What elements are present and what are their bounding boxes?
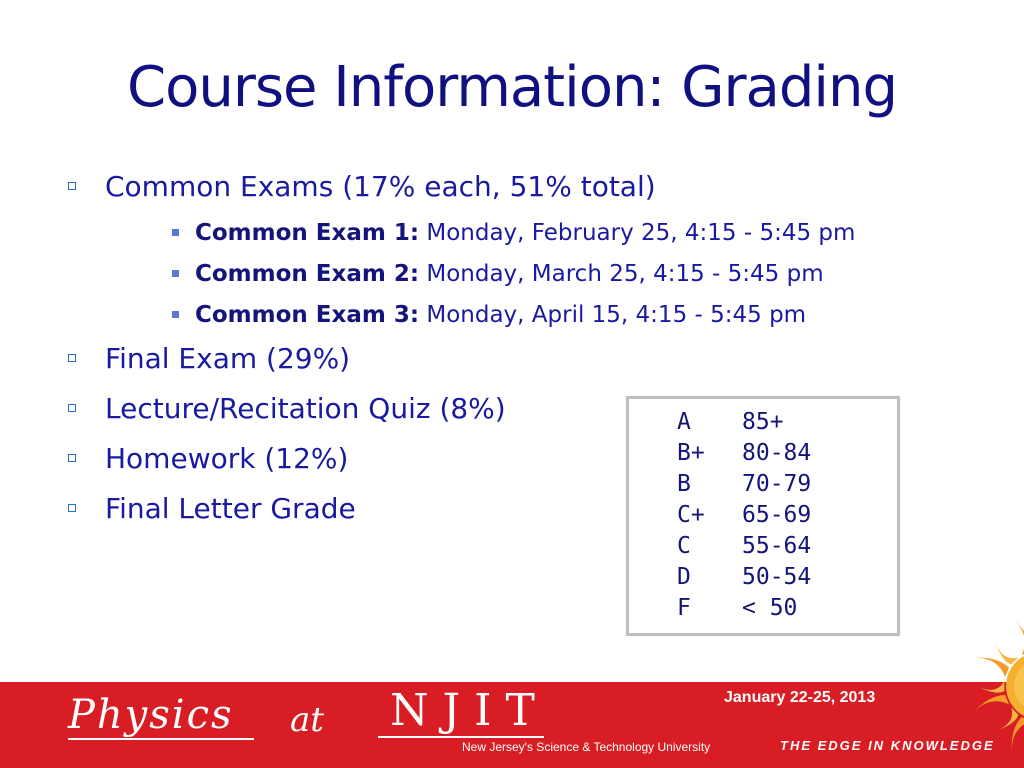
- sun-ray: [995, 641, 1019, 665]
- sun-ray: [972, 658, 1009, 677]
- date-text: January 22-25, 2013: [724, 689, 876, 706]
- square-bullet-icon: [172, 311, 179, 318]
- tagline: THE EDGE IN KNOWLEDGE: [780, 738, 995, 753]
- sun-ray: [1012, 618, 1024, 655]
- checkbox-bullet-icon: [68, 504, 76, 512]
- checkbox-bullet-icon: [68, 454, 76, 462]
- njit-underline: [378, 736, 544, 738]
- slide: Course Information: Grading Common Exams (17% each, 51% total) Common Exam 1: Monday, February 25, 4:15 - 5:45 pm Common Exam 2: Monday, March 25, 4:15 - 5:45 pm Common Exam 3: Monday, April 15, 4:15 - 5:45 pm Final Exam (29%) Lecture/Recitation Quiz (8%) Homework (12%) Final Letter Grade A 85+ B+ 80-84 B 70-79 C+ 65-69 C 55-64 D 50-54 F < 50 Physics at NJIT New Jersey's Science & Technology University January 22-25, 2013 THE EDGE IN KNOWLEDGE: [0, 0, 1024, 768]
- njit-logo: NJIT: [390, 685, 549, 736]
- sun-icon: [944, 604, 1024, 768]
- at-text: at: [290, 700, 324, 740]
- grade-scale-box: A 85+ B+ 80-84 B 70-79 C+ 65-69 C 55-64 D 50-54 F < 50: [626, 396, 900, 636]
- sun-ray: [995, 708, 1019, 732]
- njit-subtitle: New Jersey's Science & Technology University: [462, 740, 711, 754]
- checkbox-bullet-icon: [68, 182, 76, 190]
- sun-ray: [976, 681, 1004, 693]
- physics-logo-text: Physics: [68, 692, 234, 738]
- square-bullet-icon: [172, 229, 179, 236]
- sun-ray: [972, 695, 1009, 714]
- slide-title: Course Information: Grading: [126, 55, 897, 120]
- physics-underline: [68, 738, 254, 740]
- square-bullet-icon: [172, 270, 179, 277]
- checkbox-bullet-icon: [68, 404, 76, 412]
- sun-ray: [1012, 717, 1024, 754]
- checkbox-bullet-icon: [68, 354, 76, 362]
